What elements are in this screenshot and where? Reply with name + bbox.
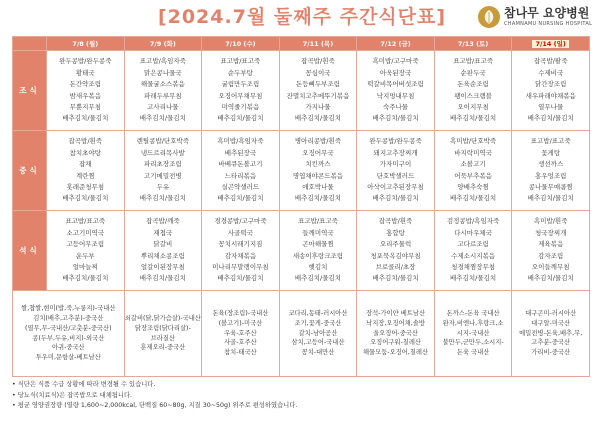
menu-body (13, 51, 590, 377)
dish-item: 수제비국 (538, 68, 564, 77)
origin-item: 닭장조림(닭다리살)- (134, 324, 191, 332)
dish-cell (512, 211, 590, 291)
dish-item: 낙지멍내무침 (376, 91, 415, 100)
origin-cell (279, 291, 357, 377)
dish-cell (434, 131, 512, 211)
dish-item: 배추김치/물김치 (294, 114, 342, 123)
day-header: 7/12 (금) (357, 37, 435, 51)
dish-item: 표고밥/표고죽 (65, 217, 106, 226)
day-header: 7/10 (수) (202, 37, 280, 51)
dish-item: 홋래준청무침 (66, 182, 105, 191)
origin-item: 쌀,찹쌀,현미(밥,죽,누룽지)-국내산 (21, 305, 116, 313)
dish-item: 느타리볶음 (224, 171, 257, 180)
dish-item: 배추김치/물김치 (527, 194, 574, 203)
dish-cell (512, 131, 590, 211)
dish-item: 가자미구이 (379, 160, 412, 169)
dish-item: 양배추숙찜 (457, 182, 489, 191)
origin-cell (357, 291, 435, 377)
dish-cell (47, 51, 125, 131)
dish-item: 표고밥/흑임자죽 (139, 57, 186, 66)
dish-item: 얼마늘찌 (72, 262, 98, 271)
origin-item: 돈육 국내산 (456, 349, 490, 357)
meal-label: 조식 (13, 51, 47, 131)
origin-item: 꽁치-대만산 (301, 349, 335, 357)
origin-item: 콩(두부,두유,비지)-외국산 (32, 334, 105, 342)
dish-item: 실곤약샐러드 (221, 182, 260, 191)
dish-item: 배추김치/물김치 (139, 114, 186, 123)
dish-item: 배추김치/물김치 (372, 194, 419, 203)
origin-item: 코다리,동태-러시아산 (288, 310, 348, 318)
dish-item: 잡곡밥/깨죽 (146, 217, 180, 226)
dish-item: 렌틸콩밥/단호박죽 (136, 137, 190, 146)
dish-item: 햇김치 (308, 262, 328, 271)
dish-item: 경경콩밥/고구마죽 (214, 217, 267, 226)
dish-item: 해물굴소스볶음 (140, 80, 185, 89)
dish-item: 바지락미역국 (454, 148, 492, 157)
dish-cell (47, 131, 125, 211)
dish-item: 배추김치/물김치 (62, 114, 109, 123)
dish-item: 배추김치/물김치 (62, 194, 109, 203)
dish-item: 순판두국 (460, 68, 486, 77)
dish-item: 단호박샐러드 (376, 171, 415, 180)
origin-item: 김치(배추,고추분)-중국산 (33, 315, 104, 323)
dish-item: 오이들깨무침 (531, 262, 570, 271)
origin-item: 고추분-중국산 (531, 339, 571, 347)
dish-item: 파래두루무침 (144, 91, 182, 100)
dish-item: 운두부 (75, 251, 95, 260)
dish-item: 흑미밥/흑임자죽 (217, 137, 264, 146)
dish-item: 곤마해물찜 (302, 240, 334, 249)
dish-item: 병아리콩밥/흰죽 (294, 137, 342, 146)
dish-item: 잡곡밥/흰죽 (378, 217, 413, 226)
dish-item: 다시마우체국 (454, 228, 492, 237)
dish-item: 잔멸치고추메뚜기볶음 (286, 91, 350, 100)
origin-item: 훈제오리-중국산 (140, 344, 186, 352)
origin-item: 사골-호주산 (224, 339, 257, 347)
dish-item: 냉드르리목사발 (140, 148, 185, 157)
dish-item: 배추김치/물김치 (372, 274, 419, 283)
meal-row-lunch (13, 131, 590, 211)
dish-item: 고사리나물 (147, 102, 179, 111)
meal-row-dinner (13, 211, 590, 291)
origin-item: 조기,꽃게-중국산 (294, 319, 342, 327)
dish-item: 고다르조림 (457, 240, 489, 249)
dish-item: 잡곡밥/팥죽 (533, 57, 568, 66)
dish-item: 배추된장국 (224, 148, 257, 157)
dish-cell (47, 211, 125, 291)
dish-item: 아욱된장국 (379, 68, 412, 77)
dish-item: 꽁심이국 (305, 68, 331, 77)
origin-item: 투우미,문항살-베트남산 (35, 353, 101, 361)
dish-item: 숙주나물 (382, 102, 409, 111)
dish-item: 어묵부추볶음 (454, 171, 492, 180)
dish-cell (357, 211, 435, 291)
dish-item: 완두콩밥/완두콩죽 (59, 57, 112, 66)
dish-item: 팽이스크램블 (454, 91, 492, 100)
dish-item: 맑은콩나물국 (144, 68, 182, 77)
origin-item: 대구알-미국산 (531, 319, 571, 327)
origin-item: 울오징어-중국산 (373, 329, 418, 337)
dish-item: 돼지고추장찌개 (373, 148, 418, 157)
dish-item: 수제소시지볶음 (451, 251, 496, 260)
dish-item: 계란찜 (75, 171, 95, 180)
dish-item: 재첩국 (153, 228, 173, 237)
dish-item: 배추김치/물김치 (450, 194, 497, 203)
dish-cell (357, 51, 435, 131)
dish-item: 배추김치/물김치 (217, 114, 264, 123)
dish-item: 닭간장조림 (534, 80, 567, 89)
origin-item: 장석-가이얀 베트남산 (366, 310, 426, 318)
dish-item: 배추김치/물김치 (294, 194, 342, 203)
dish-item: 배추김치/물김치 (139, 274, 186, 283)
oak-leaf-icon (478, 6, 500, 28)
dish-item: 꽃게탕 (541, 148, 561, 157)
origin-item: 갈치-남아공산 (298, 329, 338, 337)
dish-item: 가지나물 (305, 102, 331, 111)
dish-cell (279, 131, 357, 211)
dish-item: 소볼고기 (460, 160, 486, 169)
origin-item: 삼치,고등어-국내산 (291, 339, 345, 347)
dish-item: 고등어무조림 (66, 240, 105, 249)
dish-cell (279, 211, 357, 291)
meal-label: 석식 (13, 211, 47, 291)
origin-cell (434, 291, 512, 377)
dish-item: 배추김치/물김치 (139, 194, 186, 203)
origin-cell (202, 291, 280, 377)
dish-cell (279, 51, 357, 131)
dish-item: 홍합탕 (386, 228, 405, 237)
dish-item: 돈간약조림 (69, 80, 101, 89)
weekly-menu-table (12, 36, 590, 377)
origin-item: 완자,비엔나,후랑크,소 (442, 319, 504, 327)
dish-cell (124, 51, 202, 131)
dish-item: 홍우엉조림 (534, 171, 567, 180)
dish-item: 순두부탕 (227, 68, 253, 77)
origin-item: 오징어구워-칠레산 (370, 339, 421, 347)
dish-item: 배추김치/물김치 (372, 114, 419, 123)
dish-item: 바베큐돈볼고기 (218, 160, 263, 169)
dish-item: 들깨미역국 (302, 228, 334, 237)
origin-item: 참치-태국산 (224, 349, 257, 357)
dish-item: 명엽채야콘드볶음 (292, 171, 344, 180)
footer-note: • 당뇨식(치료식)은 잡곡밥으로 대체됩니다. (12, 391, 133, 399)
dish-item: 잡채 (79, 160, 92, 169)
dish-cell (357, 131, 435, 211)
dish-item: 미역줄기볶음 (221, 102, 260, 111)
dish-item: 치킨까스 (305, 160, 331, 169)
page-title: [2024.7월 둘째주 주간식단표] (157, 6, 447, 28)
dish-item: 표고밥/표고죽 (453, 57, 494, 66)
origin-item: 메밀전병-돈육,배추,무, (519, 329, 583, 337)
dish-item: 아삭이고추된장무침 (367, 182, 424, 191)
dish-item: 제육볶음 (538, 240, 564, 249)
dish-item: 돈육순조림 (457, 80, 489, 89)
dish-item: 배추김치/물김치 (217, 274, 264, 283)
origin-cell (13, 291, 125, 377)
dish-item: 검정콩밥/흑임자죽 (446, 217, 500, 226)
dish-item: 콩나물무매콤찜 (528, 182, 573, 191)
dish-item: 표고밥/표고죽 (530, 137, 571, 146)
day-header: 7/9 (화) (124, 37, 202, 51)
dish-item: 얼갈이된장무침 (140, 262, 185, 271)
dish-item: 배추김치/물김치 (62, 274, 109, 283)
dish-item: 청국장찌개 (534, 228, 567, 237)
origin-item: 낙지장,오징어채,솔방 (366, 319, 425, 327)
footer-note: • 식단은 식품 수급 상황에 따라 변경될 수 있습니다. (12, 381, 156, 388)
dish-cell (124, 211, 202, 291)
dish-item: 배추김치/물김치 (450, 114, 497, 123)
dish-item: 잡곡밥/흰죽 (301, 57, 335, 66)
meal-row-breakfast (13, 51, 590, 131)
meal-label: 중식 (13, 131, 47, 211)
origin-item: 아귀-중국산 (51, 344, 85, 352)
footer-note: • 평균 영양권장량 (열량 1,600~2,000kcal, 단백질 60~80g, 지질 30~50g) 위주로 편성하였습니다. (12, 402, 298, 409)
origin-item: (볼고기)-미국산 (218, 319, 263, 327)
dish-cell (202, 211, 280, 291)
dish-item: 표고밥/표고죽 (298, 217, 338, 226)
dish-item: 오징어무채무침 (218, 91, 263, 100)
dish-cell (202, 51, 280, 131)
origin-item: 시지-국내산 (456, 329, 490, 337)
dish-item: 닭갈비 (153, 240, 173, 249)
dish-item: 흑미밥/단호박죽 (450, 137, 497, 146)
dish-cell (202, 131, 280, 211)
dish-item: 뿌리채소콩조림 (140, 251, 185, 260)
dish-item: 두유 (156, 182, 170, 191)
dish-item: 배추김치/물김치 (217, 194, 264, 203)
origin-item: 쇠갈비(닭,닭가슴살)-국내산 (124, 315, 201, 323)
dish-item: 애호박나물 (302, 182, 334, 191)
origin-item: 돈까스-돈육 국내산 (446, 310, 500, 318)
dish-item: 황태국 (75, 68, 95, 77)
origin-item: 브라질산 (150, 334, 176, 342)
dish-cell (434, 211, 512, 291)
dish-item: 오이지무침 (457, 102, 489, 111)
dish-item: 새송이후랑크조림 (292, 251, 344, 260)
origin-cell (512, 291, 590, 377)
dish-item: 배추김치/물김치 (450, 274, 497, 283)
day-header: 7/11 (목) (279, 37, 357, 51)
day-header: 7/8 (월) (47, 37, 125, 51)
dish-item: 굴림만두조림 (221, 80, 260, 89)
dish-item: 생선까스 (538, 160, 564, 169)
dish-item: 오리주물럭 (379, 240, 412, 249)
dish-item: 참치초야탕 (69, 148, 101, 157)
dish-item: 배추김치/물김치 (527, 114, 574, 123)
dish-cell (124, 131, 202, 211)
dish-cell (512, 51, 590, 131)
logo-subtitle: CHAMNAMU NURSING HOSPITAL (504, 21, 593, 27)
dish-item: 배추김치/물김치 (527, 274, 574, 283)
day-header-row (13, 37, 590, 51)
dish-item: 브로콜리/초장 (375, 262, 416, 271)
dish-item: 흑미밥/흰죽 (533, 217, 568, 226)
dish-item: 고기메밀전병 (144, 171, 182, 180)
dish-item: 배추김치/물김치 (294, 274, 342, 283)
dish-item: 표고밥/표고죽 (220, 57, 261, 66)
origin-item: 해물모둠-오징어,칠레산 (362, 349, 429, 357)
logo-name: 참나무 요양병원 (504, 6, 590, 20)
dish-item: 오징어무국 (302, 148, 334, 157)
hospital-logo (478, 6, 598, 32)
dish-item: 청포묵옥김야무침 (370, 251, 421, 260)
corner-cell (13, 37, 47, 51)
dish-item: 떡갈비목어버섯조림 (367, 80, 424, 89)
footer-notes (12, 380, 590, 412)
dish-item: 청경채찜장무침 (451, 262, 496, 271)
today-label: 7/14 (일) (532, 40, 568, 48)
origin-item: 돈육(장조림)-국내산 (212, 310, 269, 318)
dish-item: 돈등뼈두부조림 (295, 80, 340, 89)
dish-cell (434, 51, 512, 131)
dish-item: 무뿐지무침 (69, 102, 101, 111)
dish-item: 완두콩밥/완두콩죽 (369, 137, 422, 146)
origin-item: 대구곤미-러시아산 (525, 310, 577, 318)
origin-row (13, 291, 590, 377)
dish-item: 열무나물 (538, 102, 564, 111)
origin-item: 가리비-중국산 (531, 349, 571, 357)
origin-item: (열무,무-국내산/고춧분-중국산) (24, 324, 112, 332)
dish-item: 감자채볶음 (224, 251, 257, 260)
day-header-today (512, 37, 590, 51)
dish-item: 파리초장조림 (144, 160, 182, 169)
dish-item: 감자조림 (538, 251, 564, 260)
dish-item: 흑미밥/고구마죽 (372, 57, 419, 66)
dish-item: 밤새우볶음 (69, 91, 101, 100)
day-header: 7/13 (토) (434, 37, 512, 51)
origin-item: 불만두,군만두,소시지- (442, 339, 504, 347)
dish-item: 소고기미역국 (66, 228, 105, 237)
dish-item: 꽁치시래기지짐 (218, 240, 263, 249)
dish-item: 새우파래야채볶음 (525, 91, 576, 100)
dish-item: 미나리무말랭이무침 (212, 262, 269, 271)
origin-item: 우육-호주산 (224, 329, 257, 337)
dish-item: 사골떡국 (227, 228, 253, 237)
dish-item: 잡곡밥/흰죽 (68, 137, 103, 146)
origin-cell (124, 291, 202, 377)
